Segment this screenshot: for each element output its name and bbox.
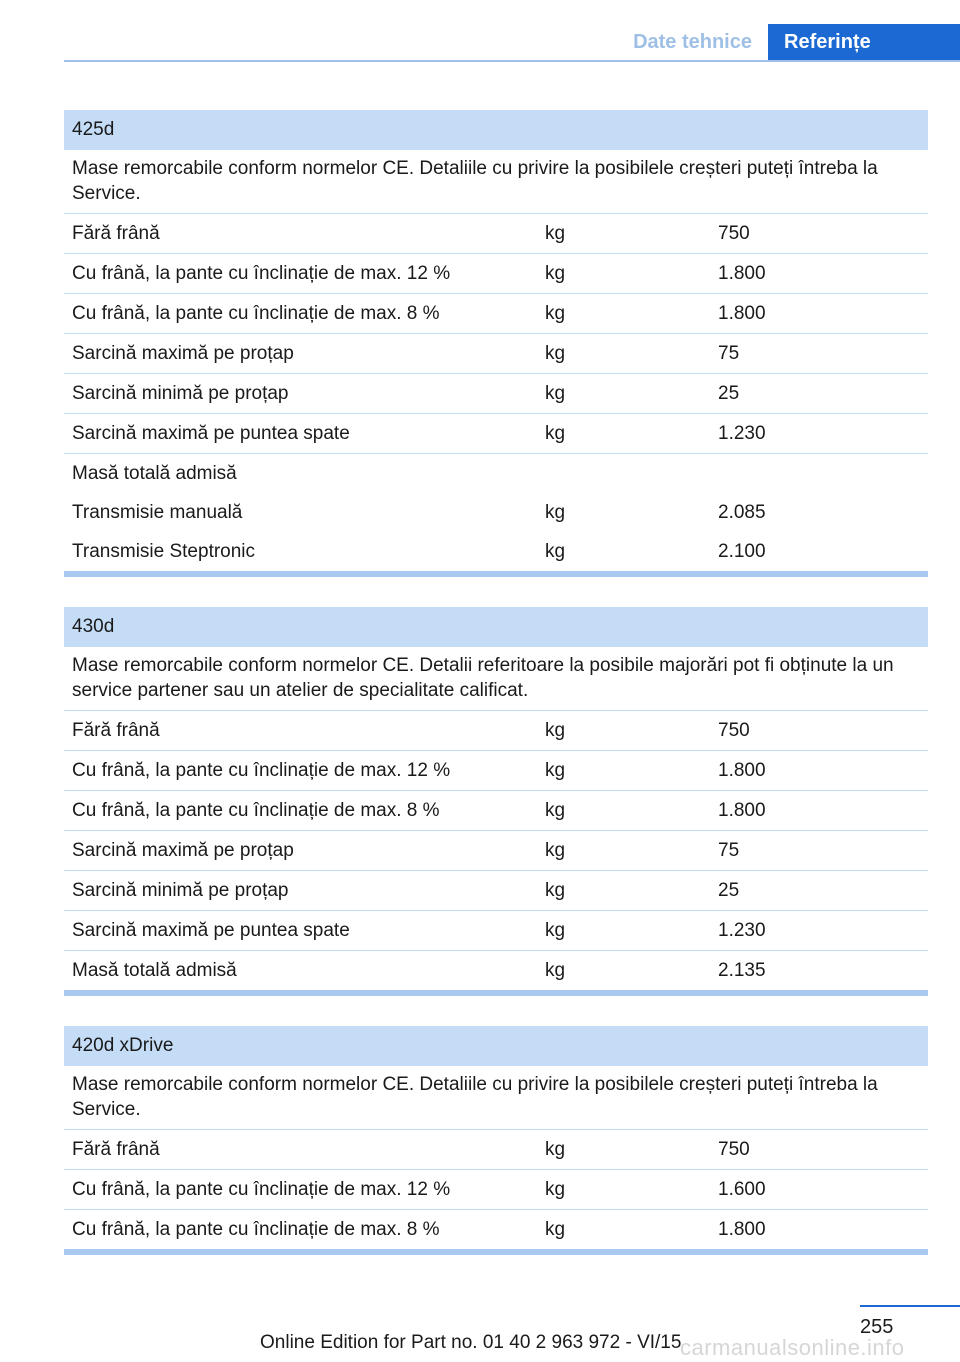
row-value: 25 — [718, 880, 740, 901]
row-value: 1.600 — [718, 1179, 766, 1200]
row-label: Sarcină maximă pe proțap — [72, 840, 294, 861]
row-value: 750 — [718, 223, 750, 244]
row-unit: kg — [545, 303, 566, 324]
row-value: 25 — [718, 383, 740, 404]
row-value: 1.800 — [718, 263, 766, 284]
table-title: 430d — [64, 607, 928, 647]
table-row — [64, 493, 928, 532]
table-row — [64, 711, 928, 751]
row-unit: kg — [545, 960, 566, 981]
table-row — [64, 1170, 928, 1210]
table-row — [64, 532, 928, 571]
table-row — [64, 791, 928, 831]
table-row — [64, 751, 928, 791]
row-value: 2.085 — [718, 502, 766, 523]
row-label: Fără frână — [72, 720, 160, 741]
table-row — [64, 1210, 928, 1249]
row-label: Masă totală admisă — [72, 463, 237, 484]
row-unit: kg — [545, 800, 566, 821]
row-unit: kg — [545, 1179, 566, 1200]
tab-date-tehnice[interactable]: Date tehnice — [633, 31, 752, 53]
watermark: carmanualsonline.info — [680, 1335, 905, 1360]
table-row — [64, 911, 928, 951]
table-420d-xdrive — [64, 1026, 928, 1255]
row-unit: kg — [545, 343, 566, 364]
row-unit: kg — [545, 720, 566, 741]
row-unit: kg — [545, 920, 566, 941]
row-value: 75 — [718, 840, 740, 861]
edition-text: Online Edition for Part no. 01 40 2 963 972 - VI/15 — [260, 1332, 682, 1353]
row-unit: kg — [545, 541, 566, 562]
header-tabs — [617, 24, 960, 61]
tab-referinte[interactable]: Referințe — [768, 24, 960, 61]
row-label: Cu frână, la pante cu înclinație de max. 8 % — [72, 1219, 440, 1240]
row-label: Fără frână — [72, 1139, 160, 1160]
row-label: Sarcină minimă pe proțap — [72, 383, 289, 404]
table-note: Mase remorcabile conform normelor CE. Detalii referitoare la posibile majorări pot fi obținute la un service partener sau un atelier de specialitate calificat. — [64, 647, 928, 711]
row-value: 750 — [718, 1139, 750, 1160]
row-value: 75 — [718, 343, 740, 364]
table-row — [64, 414, 928, 454]
row-label: Cu frână, la pante cu înclinație de max. 12 % — [72, 263, 451, 284]
row-label: Cu frână, la pante cu înclinație de max. 8 % — [72, 800, 440, 821]
row-label: Masă totală admisă — [72, 960, 237, 981]
row-unit: kg — [545, 1139, 566, 1160]
row-value: 750 — [718, 720, 750, 741]
row-unit: kg — [545, 880, 566, 901]
table-430d — [64, 607, 928, 996]
row-label: Sarcină maximă pe proțap — [72, 343, 294, 364]
row-label: Transmisie Steptronic — [72, 541, 256, 562]
table-row — [64, 294, 928, 334]
row-value: 1.230 — [718, 423, 766, 444]
table-note: Mase remorcabile conform normelor CE. Detaliile cu privire la posibilele creșteri puteți întreba la Service. — [64, 1066, 928, 1130]
row-value: 1.800 — [718, 1219, 766, 1240]
row-unit: kg — [545, 223, 566, 244]
row-value: 1.230 — [718, 920, 766, 941]
row-unit: kg — [545, 423, 566, 444]
table-row — [64, 1130, 928, 1170]
row-value: 2.135 — [718, 960, 766, 981]
row-label: Cu frână, la pante cu înclinație de max. 8 % — [72, 303, 440, 324]
table-row — [64, 951, 928, 990]
table-row — [64, 871, 928, 911]
row-value: 2.100 — [718, 541, 766, 562]
header-rule — [64, 60, 960, 62]
table-row — [64, 334, 928, 374]
table-row — [64, 254, 928, 294]
page-number-rule — [860, 1305, 960, 1307]
row-label: Cu frână, la pante cu înclinație de max. 12 % — [72, 1179, 451, 1200]
table-row — [64, 374, 928, 414]
row-unit: kg — [545, 1219, 566, 1240]
row-unit: kg — [545, 263, 566, 284]
table-title: 425d — [64, 110, 928, 150]
page-number: 255 — [860, 1316, 894, 1338]
table-row — [64, 214, 928, 254]
row-value: 1.800 — [718, 800, 766, 821]
row-label: Sarcină maximă pe puntea spate — [72, 423, 350, 444]
row-label: Cu frână, la pante cu înclinație de max. 12 % — [72, 760, 451, 781]
table-425d — [64, 110, 928, 577]
table-row — [64, 831, 928, 871]
table-note: Mase remorcabile conform normelor CE. Detaliile cu privire la posibilele creșteri puteți întreba la Service. — [64, 150, 928, 214]
table-title: 420d xDrive — [64, 1026, 928, 1066]
row-unit: kg — [545, 383, 566, 404]
row-label: Sarcină maximă pe puntea spate — [72, 920, 350, 941]
row-label: Transmisie manuală — [72, 502, 243, 523]
row-value: 1.800 — [718, 303, 766, 324]
row-unit: kg — [545, 760, 566, 781]
row-value: 1.800 — [718, 760, 766, 781]
row-unit: kg — [545, 840, 566, 861]
row-label: Sarcină minimă pe proțap — [72, 880, 289, 901]
row-label: Fără frână — [72, 223, 160, 244]
row-unit: kg — [545, 502, 566, 523]
table-row — [64, 454, 928, 493]
